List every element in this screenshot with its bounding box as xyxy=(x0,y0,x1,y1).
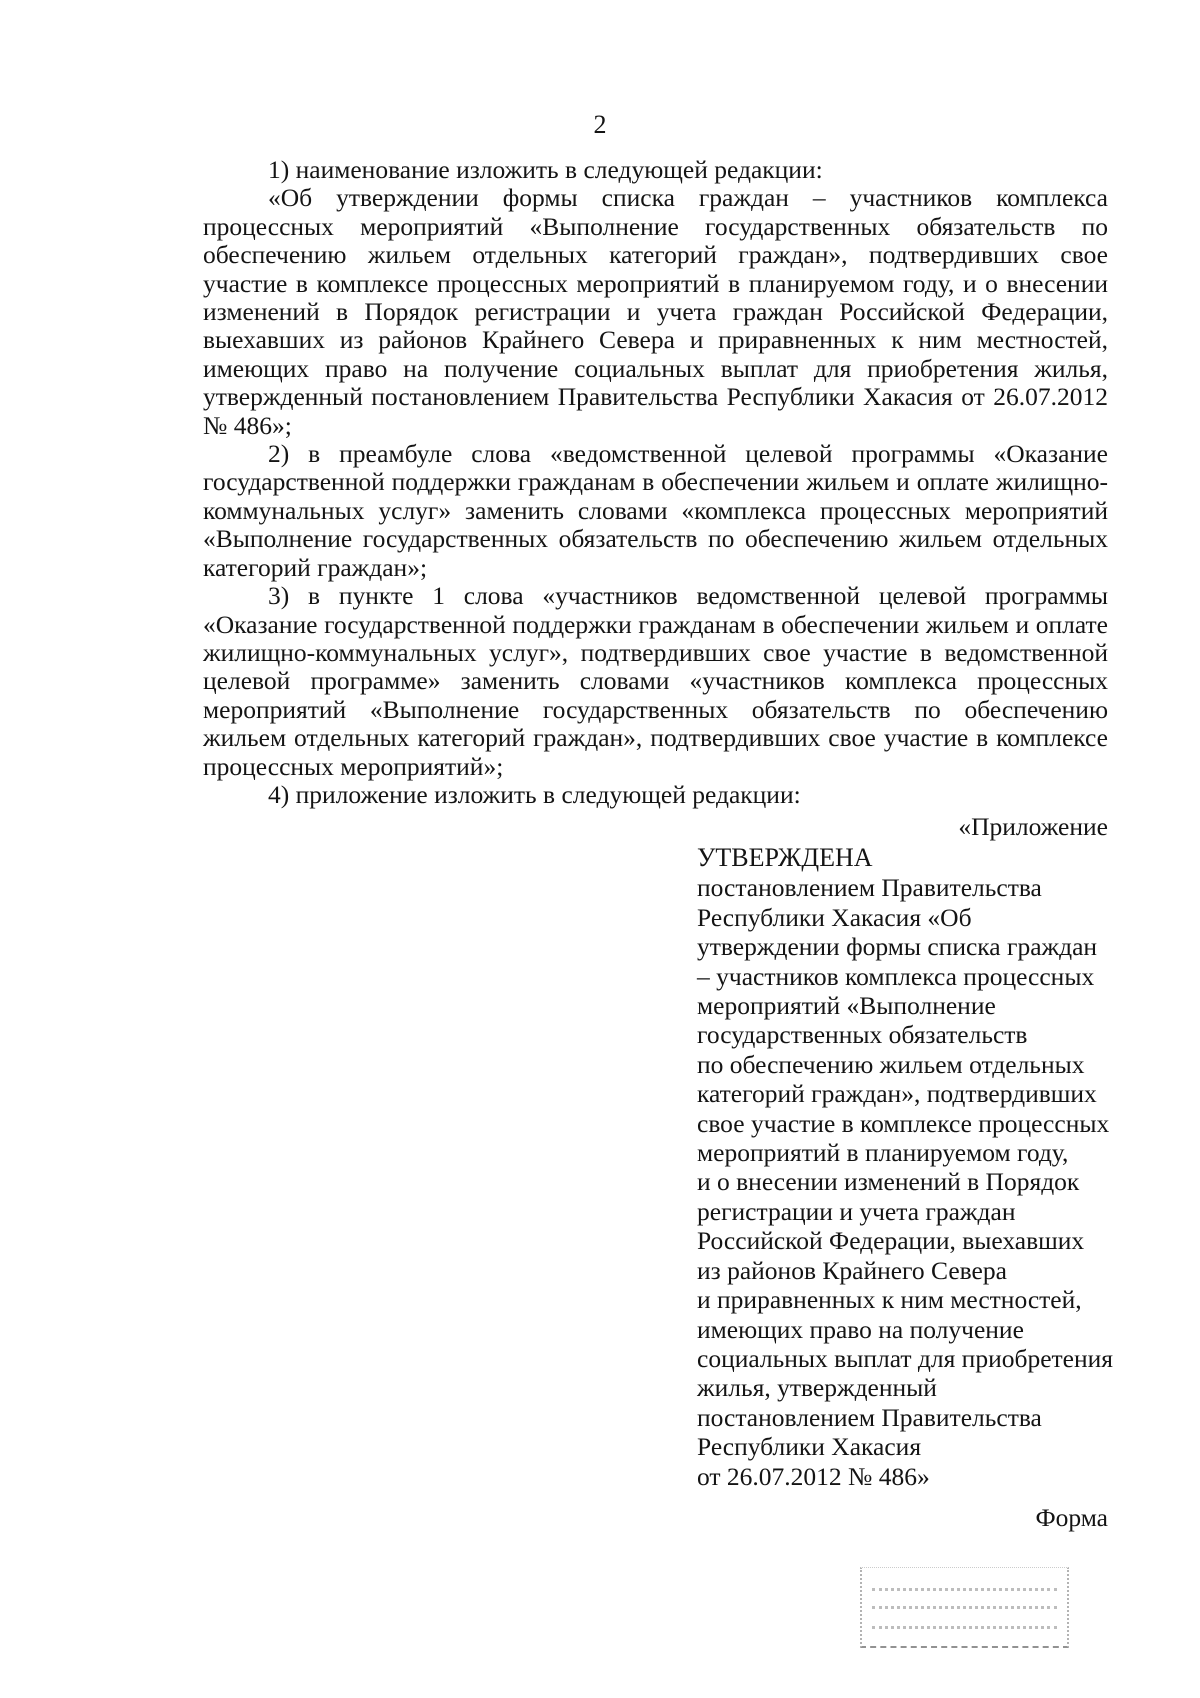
form-label: Форма xyxy=(1035,1503,1108,1532)
approval-line: из районов Крайнего Севера xyxy=(697,1255,1007,1285)
faint-stamp xyxy=(860,1567,1069,1648)
approval-heading: УТВЕРЖДЕНА xyxy=(697,843,873,872)
approval-line: и о внесении изменений в Порядок xyxy=(697,1167,1080,1197)
approval-block xyxy=(697,843,1117,1491)
approval-line: мероприятий «Выполнение xyxy=(697,991,996,1021)
stamp-line xyxy=(872,1616,1057,1629)
approval-line: постановлением Правительства xyxy=(697,873,1042,903)
approval-line: и приравненных к ним местностей, xyxy=(697,1285,1082,1315)
approval-line: – участников комплекса процессных xyxy=(697,961,1095,991)
stamp-line xyxy=(872,1596,1057,1609)
approval-line: Российской Федерации, выехавших xyxy=(697,1226,1085,1256)
approval-line: от 26.07.2012 № 486» xyxy=(697,1461,930,1491)
paragraph-item-1: 1) наименование изложить в следующей редакции: xyxy=(268,155,823,184)
amendment-text xyxy=(203,156,1108,842)
approval-line: имеющих право на получение xyxy=(697,1314,1024,1344)
approval-line: мероприятий в планируемом году, xyxy=(697,1138,1069,1168)
approval-line: регистрации и учета граждан xyxy=(697,1196,1016,1226)
approval-line: категорий граждан», подтвердивших xyxy=(697,1079,1097,1109)
stamp-line xyxy=(872,1578,1057,1591)
appendix-label: «Приложение xyxy=(958,812,1108,842)
approval-line: свое участие в комплексе процессных xyxy=(697,1108,1110,1138)
paragraph-item-2: 2) в преамбуле слова «ведомственной целевой программы «Оказание государственной поддержки гражданам в обеспечении жильем и оплате жилищно-коммунальных услуг» заменить словами «комплекса процессных мероприятий «Выполнение государственных обязательств по обеспечению жильем отдельных категорий граждан»; xyxy=(203,439,1108,582)
approval-line: Республики Хакасия xyxy=(697,1432,922,1462)
approval-line: жилья, утвержденный xyxy=(697,1373,937,1403)
page-number: 2 xyxy=(593,110,607,139)
approval-line: Республики Хакасия «Об xyxy=(697,902,972,932)
paragraph-item-4: 4) приложение изложить в следующей редакции: xyxy=(268,779,801,809)
paragraph-item-3: 3) в пункте 1 слова «участников ведомственной целевой программы «Оказание государственной поддержки гражданам в обеспечении жильем и оплате жилищно-коммунальных услуг», подтвердивших свое участие в ведомственной целевой программе» заменить словами «участников комплекса процессных мероприятий «Выполнение государственных обязательств по обеспечению жильем отдельных категорий граждан», подтвердивших свое участие в комплексе процессных мероприятий»; xyxy=(203,581,1108,781)
approval-line: постановлением Правительства xyxy=(697,1402,1042,1432)
paragraph-new-title: «Об утверждении формы списка граждан – участников комплекса процессных мероприятий «Выполнение государственных обязательств по обеспечению жильем отдельных категорий граждан», подтвердивших свое участие в комплексе процессных мероприятий в планируемом году, и о внесении изменений в Порядок регистрации и учета граждан Российской Федерации, выехавших из районов Крайнего Севера и приравненных к ним местностей, имеющих право на получение социальных выплат для приобретения жилья, утвержденный постановлением Правительства Республики Хакасия от 26.07.2012 № 486»; xyxy=(203,183,1108,440)
approval-line: социальных выплат для приобретения xyxy=(697,1343,1114,1373)
approval-line: по обеспечению жильем отдельных xyxy=(697,1049,1085,1079)
approval-line: утверждении формы списка граждан xyxy=(697,932,1098,962)
approval-line: государственных обязательств xyxy=(697,1020,1028,1050)
